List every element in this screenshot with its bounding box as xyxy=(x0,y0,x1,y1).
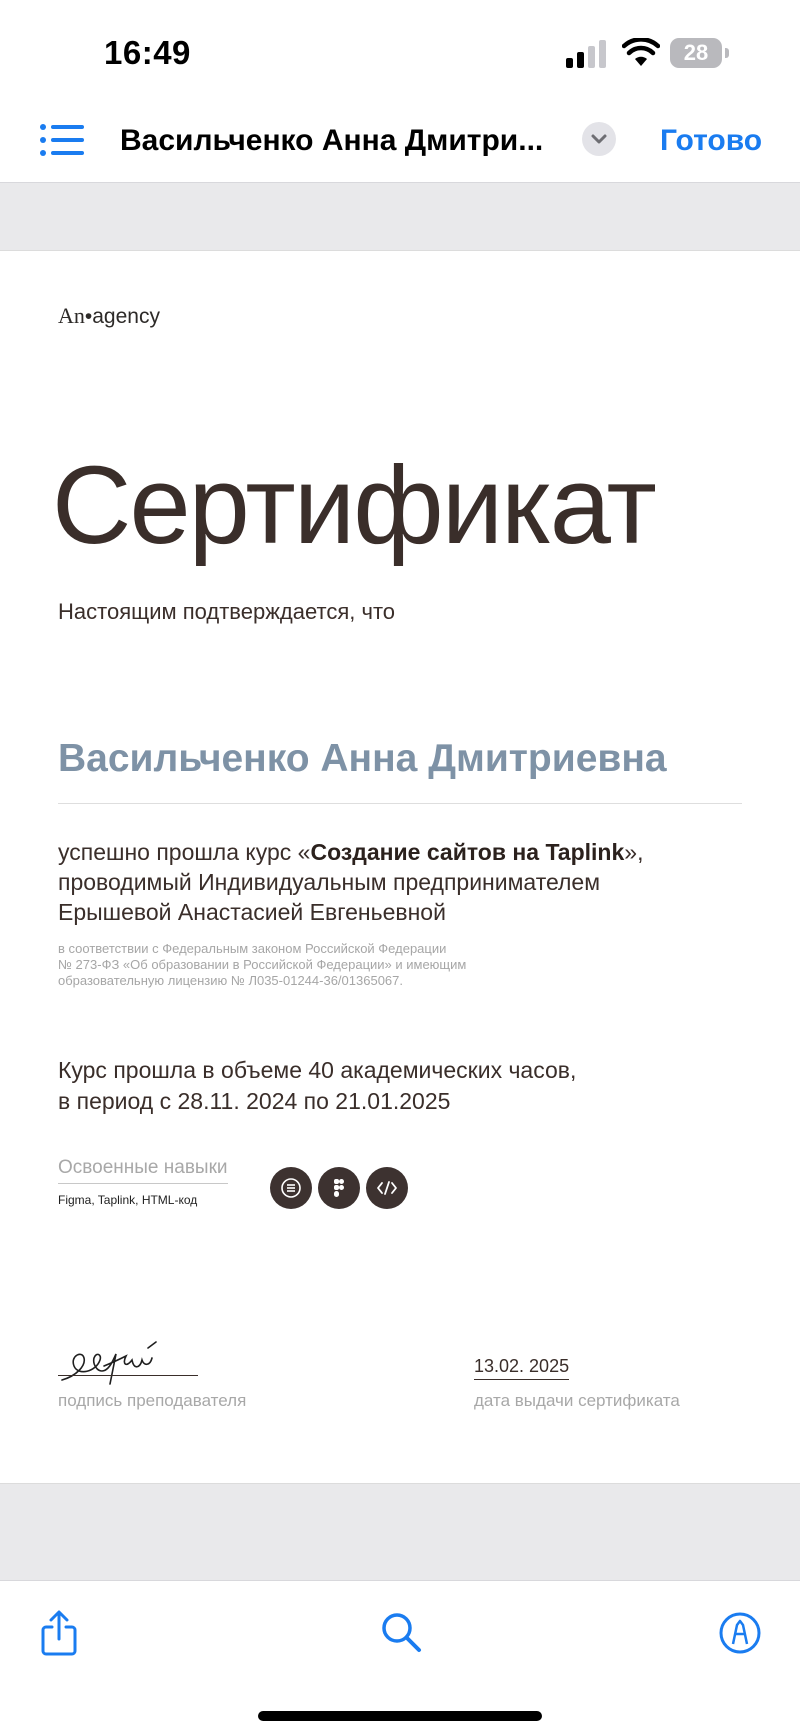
volume-line-1: Курс прошла в объеме 40 академических часов, xyxy=(58,1057,577,1083)
markup-icon[interactable] xyxy=(718,1611,762,1655)
signal-icon xyxy=(566,40,610,68)
nav-bar xyxy=(0,96,800,183)
legal-line-2: № 273-ФЗ «Об образовании в Российской Федерации» и имеющим xyxy=(58,957,467,972)
course-line-1: успешно прошла курс «Создание сайтов на Taplink», xyxy=(58,839,644,865)
title-menu-button[interactable] xyxy=(582,122,616,156)
confirm-line: Настоящим подтверждается, что xyxy=(58,599,396,624)
battery-level: 28 xyxy=(683,40,709,65)
code-icon xyxy=(366,1167,408,1209)
certificate-title: Сертификат xyxy=(52,444,655,567)
course-name: Создание сайтов на Taplink xyxy=(310,839,625,865)
search-icon[interactable] xyxy=(380,1611,422,1653)
signature-line xyxy=(58,1375,198,1376)
course-line-3: Ерышевой Анастасией Евгеньевной xyxy=(58,899,446,925)
recipient-name: Васильченко Анна Дмитриевна xyxy=(58,737,667,780)
home-indicator xyxy=(258,1711,542,1721)
document-title[interactable]: Васильченко Анна Дмитри... xyxy=(120,124,544,157)
list-icon xyxy=(270,1167,312,1209)
battery-icon xyxy=(670,38,730,68)
skills-label: Освоенные навыки xyxy=(58,1157,228,1184)
certificate-page xyxy=(0,250,800,1484)
figma-icon xyxy=(318,1167,360,1209)
course-description xyxy=(58,837,758,927)
issue-date: 13.02. 2025 xyxy=(474,1356,569,1380)
skills-list: Figma, Taplink, HTML-код xyxy=(58,1193,198,1207)
brand-prefix: An xyxy=(58,303,85,328)
share-icon[interactable] xyxy=(40,1609,78,1657)
course-volume xyxy=(58,1055,576,1117)
brand-dot: • xyxy=(84,305,93,328)
chevron-down-icon xyxy=(582,122,616,156)
course-line-2: проводимый Индивидуальным предпринимателем xyxy=(58,869,601,895)
divider xyxy=(58,803,742,804)
wifi-icon xyxy=(622,38,660,68)
bottom-toolbar xyxy=(0,1580,800,1736)
date-caption: дата выдачи сертификата xyxy=(474,1391,680,1410)
legal-notice xyxy=(58,941,578,989)
done-button[interactable]: Готово xyxy=(660,124,763,157)
volume-line-2: в период с 28.11. 2024 по 21.01.2025 xyxy=(58,1088,451,1114)
legal-line-3: образовательную лицензию № Л035-01244-36/01365067. xyxy=(58,973,403,988)
status-time: 16:49 xyxy=(104,34,191,71)
brand-suffix: agency xyxy=(92,305,160,328)
legal-line-1: в соответствии с Федеральным законом Российской Федерации xyxy=(58,941,447,956)
list-icon[interactable] xyxy=(40,124,84,156)
teacher-signature xyxy=(56,1336,206,1392)
signature-caption: подпись преподавателя xyxy=(58,1391,247,1410)
status-bar xyxy=(0,0,800,96)
brand-logo xyxy=(58,303,160,329)
